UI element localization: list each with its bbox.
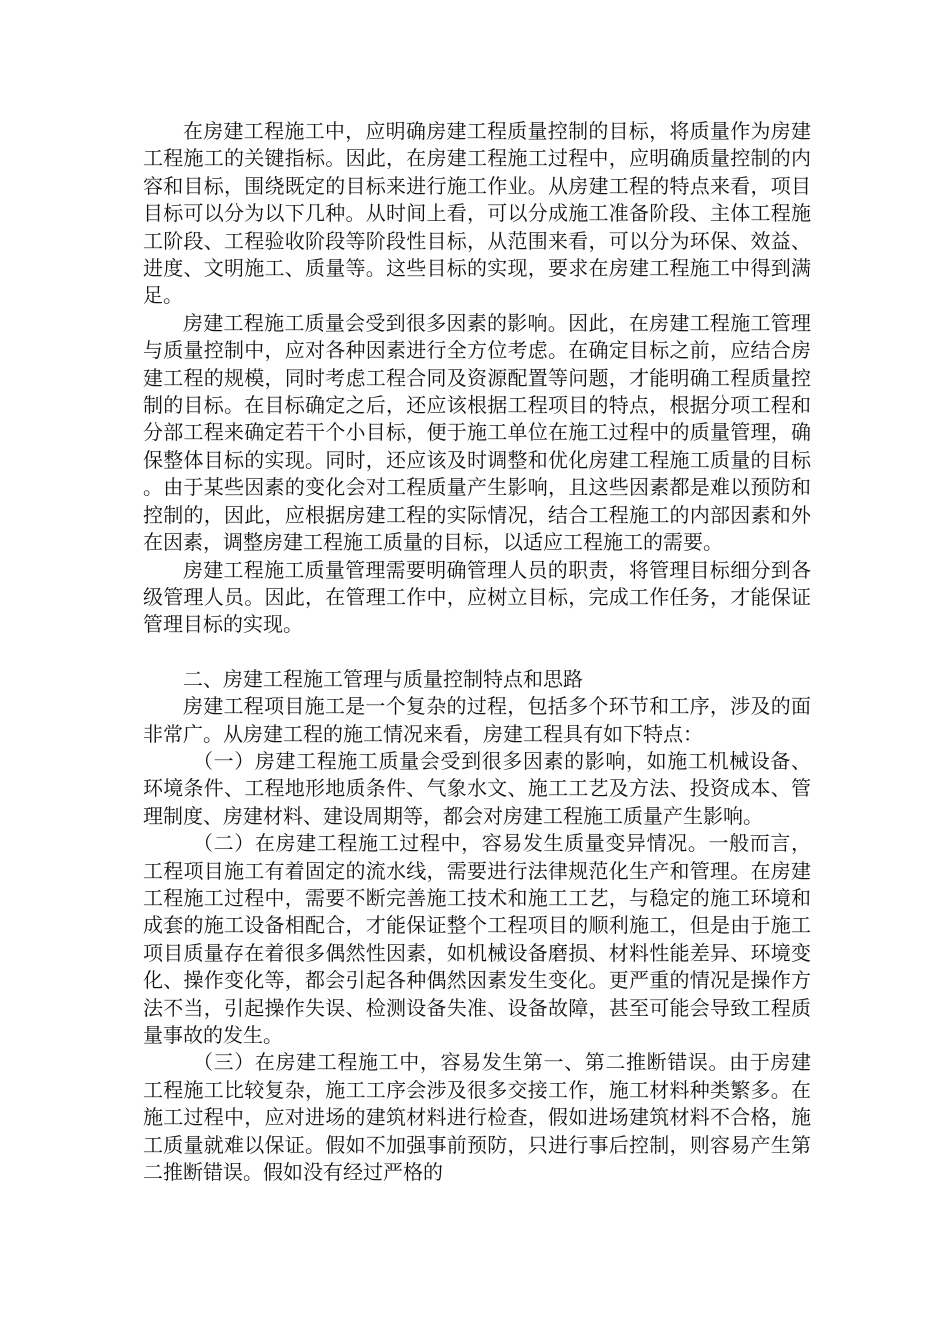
paragraph-influencing-factors: 房建工程施工质量会受到很多因素的影响。因此，在房建工程施工管理与质量控制中，应对各种因素进行全方位考虑。在确定目标之前，应结合房建工程的规模，同时考虑工程合同及资源配置等问题，才能明确工程质量控制的目标。在目标确定之后，还应该根据工程项目的特点，根据分项工程和分部工程来确定若干个小目标，便于施工单位在施工过程中的质量管理，确保整体目标的实现。同时，还应该及时调整和优化房建工程施工质量的目标。由于某些因素的变化会对工程质量产生影响，且这些因素都是难以预防和控制的，因此，应根据房建工程的实际情况，结合工程施工的内部因素和外在因素，调整房建工程施工质量的目标，以适应工程施工的需要。	[143, 310, 811, 555]
list-item-1: （一）房建工程施工质量会受到很多因素的影响，如施工机械设备、环境条件、工程地形地质条件、气象水文、施工工艺及方法、投资成本、管理制度、房建材料、建设周期等，都会对房建工程施工质量产生影响。	[143, 748, 811, 828]
list-item-3: （三）在房建工程施工中，容易发生第一、第二推断错误。由于房建工程施工比较复杂，施工工序会涉及很多交接工作，施工材料种类繁多。在施工过程中，应对进场的建筑材料进行检查，假如进场建筑材料不合格，施工质量就难以保证。假如不加强事前预防，只进行事后控制，则容易产生第二推断错误。假如没有经过严格的	[143, 1050, 811, 1185]
paragraph-quality-target: 在房建工程施工中，应明确房建工程质量控制的目标，将质量作为房建工程施工的关键指标。因此，在房建工程施工过程中，应明确质量控制的内容和目标，围绕既定的目标来进行施工作业。从房建工程的特点来看，项目目标可以分为以下几种。从时间上看，可以分成施工准备阶段、主体工程施工阶段、工程验收阶段等阶段性目标，从范围来看，可以分为环保、效益、进度、文明施工、质量等。这些目标的实现，要求在房建工程施工中得到满足。	[143, 119, 811, 308]
list-item-2: （二）在房建工程施工过程中，容易发生质量变异情况。一般而言，工程项目施工有着固定的流水线，需要进行法律规范化生产和管理。在房建工程施工过程中，需要不断完善施工技术和施工工艺，与稳定的施工环境和成套的施工设备相配合，才能保证整个工程项目的顺利施工，但是由于施工项目质量存在着很多偶然性因素，如机械设备磨损、材料性能差异、环境变化、操作变化等，都会引起各种偶然因素发生变化。更严重的情况是操作方法不当，引起操作失误、检测设备失准、设备故障，甚至可能会导致工程质量事故的发生。	[143, 831, 811, 1047]
paragraph-project-characteristics: 房建工程项目施工是一个复杂的过程，包括多个环节和工序，涉及的面非常广。从房建工程的施工情况来看，房建工程具有如下特点：	[143, 694, 811, 746]
paragraph-manager-duties: 房建工程施工质量管理需要明确管理人员的职责，将管理目标细分到各级管理人员。因此，在管理工作中，应树立目标，完成工作任务，才能保证管理目标的实现。	[143, 557, 811, 637]
document-body	[143, 118, 811, 1186]
section-heading: 二、房建工程施工管理与质量控制特点和思路	[183, 666, 583, 691]
